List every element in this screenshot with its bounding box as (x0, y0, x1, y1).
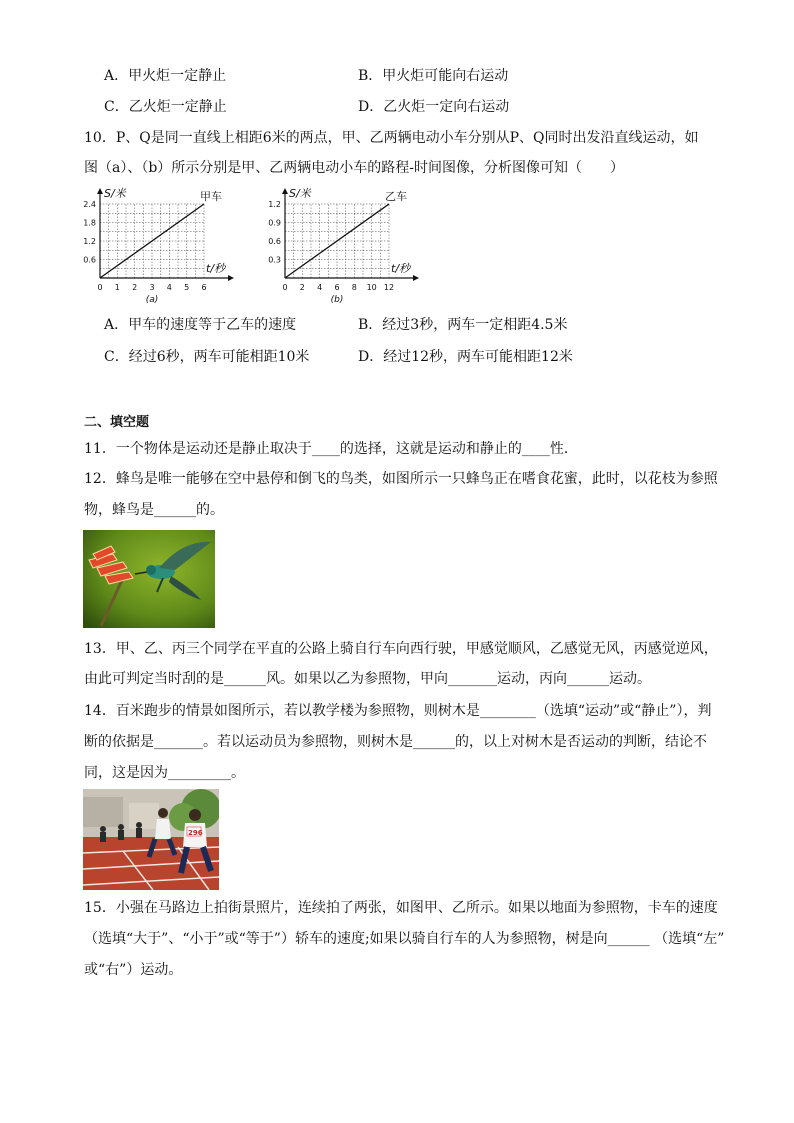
q10-stem-line2: 图（a）、（b）所示分别是甲、乙两辆电动小车的路程-时间图像，分析图像可知（ ） (84, 160, 625, 176)
x-tick-label: 8 (351, 283, 357, 292)
q10-option-a: A．甲车的速度等于乙车的速度 (104, 317, 297, 333)
x-axis-label: t/秒 (206, 262, 226, 275)
x-tick-label: 1 (114, 283, 120, 292)
q14-line1: 14．百米跑步的情景如图所示，若以教学楼为参照物，则树木是________（选填“运动”或“静止”），判 (84, 703, 712, 719)
chart-a (80, 186, 250, 310)
x-tick-label: 4 (317, 283, 323, 292)
chart-b (265, 186, 435, 310)
x-tick-label: 4 (166, 283, 172, 292)
q14-line3: 同，这是因为_________。 (84, 765, 245, 781)
q9-option-a: A．甲火炬一定静止 (104, 68, 227, 84)
x-axis-arrow (413, 275, 419, 281)
section-title: 二、填空题 (84, 415, 150, 430)
chart-caption: (a) (145, 295, 159, 305)
q10-option-d: D．经过12秒，两车可能相距12米 (358, 349, 573, 365)
hummingbird-photo (83, 530, 215, 628)
q9-option-c: C．乙火炬一定静止 (104, 99, 227, 115)
x-axis-label: t/秒 (391, 262, 411, 275)
q10-stem-line1: 10．P、Q是同一直线上相距6米的两点，甲、乙两辆电动小车分别从P、Q同时出发沿直线运动，如 (84, 130, 699, 146)
series-label: 乙车 (385, 190, 407, 203)
x-tick-label: 10 (366, 283, 377, 292)
x-tick-label: 5 (184, 283, 190, 292)
x-tick-label: 6 (201, 283, 207, 292)
q15-line1: 15．小强在马路边上拍街景照片，连续拍了两张，如图甲、乙所示。如果以地面为参照物，卡车的速度 (84, 900, 718, 916)
y-tick-label: 0.6 (83, 255, 96, 265)
q10-option-c: C．经过6秒，两车可能相距10米 (104, 349, 310, 365)
y-axis-label: S/米 (104, 187, 126, 200)
runner-bib-number: 296 (188, 829, 203, 837)
x-tick-label: 2 (132, 283, 138, 292)
y-axis-arrow (97, 188, 103, 194)
y-axis-arrow (282, 188, 288, 194)
y-tick-label: 0.3 (268, 255, 281, 265)
q12-line2: 物，蜂鸟是______的。 (84, 502, 224, 518)
y-tick-label: 1.2 (83, 237, 96, 246)
x-tick-label: 3 (149, 283, 155, 292)
y-tick-label: 0.9 (268, 218, 281, 228)
q9-option-b: B．甲火炬可能向右运动 (358, 68, 509, 84)
q13-line2: 由此可判定当时刮的是______风。如果以乙为参照物，甲向_______运动，丙向______运动。 (84, 671, 651, 687)
x-tick-label: 0 (282, 283, 288, 292)
y-tick-label: 1.2 (268, 200, 281, 209)
q9-option-d: D．乙火炬一定向右运动 (358, 99, 510, 115)
q15-line2: （选填“大于”、“小于”或“等于”）轿车的速度;如果以骑自行车的人为参照物，树是向______ （选填“左” (84, 931, 725, 947)
x-tick-label: 12 (383, 283, 395, 292)
series-label: 甲车 (200, 190, 222, 203)
q13-line1: 13．甲、乙、丙三个同学在平直的公路上骑自行车向西行驶，甲感觉顺风，乙感觉无风，丙感觉逆风， (84, 641, 718, 657)
q11-text: 11．一个物体是运动还是静止取决于____的选择，这就是运动和静止的____性． (84, 441, 578, 457)
x-tick-label: 0 (97, 283, 103, 292)
x-tick-label: 6 (334, 283, 340, 292)
x-tick-label: 2 (299, 283, 305, 292)
y-axis-label: S/米 (289, 187, 311, 200)
chart-caption: (b) (330, 295, 344, 305)
q12-line1: 12．蜂鸟是唯一能够在空中悬停和倒飞的鸟类，如图所示一只蜂鸟正在嗜食花蜜，此时，以花枝为参照 (84, 471, 718, 487)
x-axis-arrow (228, 275, 234, 281)
q10-option-b: B．经过3秒，两车一定相距4.5米 (358, 317, 568, 333)
running-photo (83, 789, 219, 890)
y-tick-label: 0.6 (268, 237, 281, 246)
y-tick-label: 1.8 (83, 218, 96, 228)
q14-line2: 断的依据是_______。若以运动员为参照物，则树木是______的，以上对树木是否运动的判断，结论不 (84, 734, 707, 750)
y-tick-label: 2.4 (83, 200, 96, 209)
q15-line3: 或“右”）运动。 (84, 962, 183, 978)
